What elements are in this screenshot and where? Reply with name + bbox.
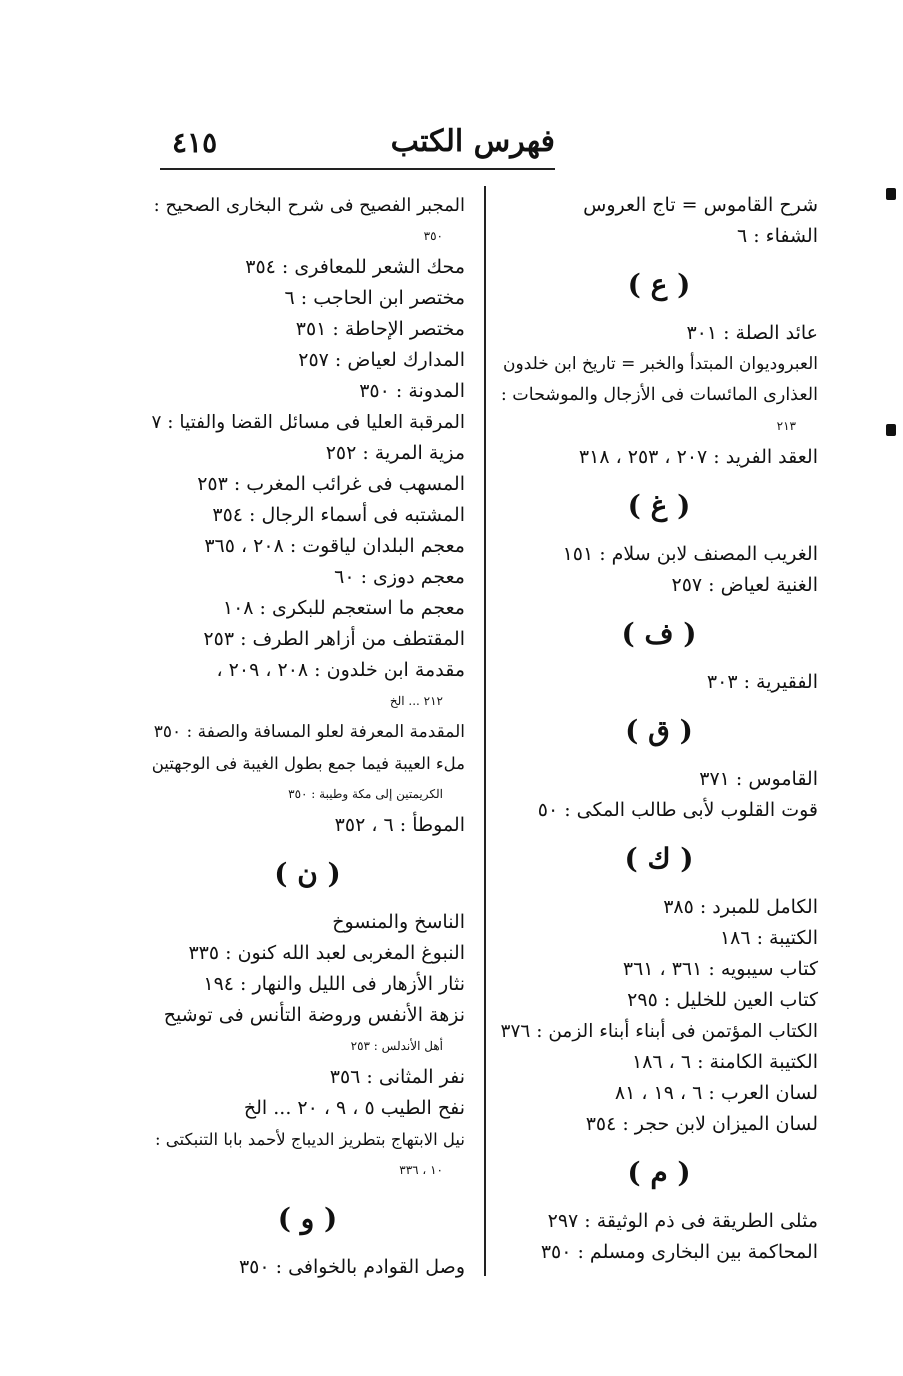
index-column-left (150, 190, 465, 1283)
index-entry: كتاب العين للخليل : ٢٩٥ (627, 989, 818, 1011)
index-entry: مختصر الإحاطة : ٣٥١ (295, 318, 465, 340)
index-entry: العبروديوان المبتدأ والخبر = تاريخ ابن خلدون (503, 354, 818, 374)
index-entry: لسان الميزان لابن حجر : ٣٥٤ (585, 1113, 818, 1135)
letter-heading: ( و ) (277, 1202, 338, 1235)
index-entry: العذارى المائسات فى الأزجال والموشحات : (500, 385, 818, 405)
index-entry: نفر المثانى : ٣٥٦ (329, 1066, 465, 1088)
index-entry-continuation: أهل الأندلس : ٢٥٣ (350, 1039, 443, 1053)
index-entry: الشفاء : ٦ (736, 225, 818, 247)
index-entry: المدونة : ٣٥٠ (359, 380, 465, 402)
running-title: فهرس الكتب (390, 124, 555, 159)
letter-heading: ( ق ) (625, 714, 693, 747)
index-entry: الغنية لعياض : ٢٥٧ (671, 574, 818, 596)
index-entry: كتاب سيبويه : ٣٦١ ، ٣٦١ (622, 958, 818, 980)
index-entry-continuation: الكريمتين إلى مكة وطيبة : ٣٥٠ (288, 787, 443, 801)
index-entry: المسهب فى غرائب المغرب : ٢٥٣ (197, 473, 465, 495)
index-column-right (500, 190, 818, 1268)
index-entry: عائد الصلة : ٣٠١ (686, 322, 818, 344)
index-entry: معجم ما استعجم للبكرى : ١٠٨ (222, 597, 465, 619)
index-entry: العقد الفريد : ٢٠٧ ، ٢٥٣ ، ٣١٨ (578, 446, 818, 468)
index-entry: الموطأ : ٦ ، ٣٥٢ (334, 814, 465, 836)
index-entry: مثلى الطريقة فى ذم الوثيقة : ٢٩٧ (547, 1210, 818, 1232)
letter-heading: ( ف ) (621, 617, 697, 650)
letter-heading: ( ع ) (627, 268, 691, 301)
margin-mark (886, 424, 896, 436)
index-entry-continuation: ٢١٢ ... الخ (389, 694, 443, 708)
column-divider (484, 186, 486, 1276)
index-entry: المدارك لعياض : ٢٥٧ (298, 349, 465, 371)
index-entry: نزهة الأنفس وروضة التأنس فى توشيح (163, 1004, 465, 1026)
index-entry: الناسخ والمنسوخ (332, 911, 465, 933)
index-entry: المجبر الفصيح فى شرح البخارى الصحيح : (153, 195, 465, 216)
index-entry: المقتطف من أزاهر الطرف : ٢٥٣ (203, 628, 465, 650)
index-entry: المقدمة المعرفة لعلو المسافة والصفة : ٣٥٠ (153, 722, 465, 742)
index-entry: شرح القاموس = تاج العروس (583, 194, 818, 216)
index-entry: النبوغ المغربى لعبد الله كنون : ٣٣٥ (188, 942, 465, 964)
index-entry: الكتيبة الكامنة : ٦ ، ١٨٦ (632, 1051, 818, 1073)
letter-heading: ( م ) (627, 1156, 691, 1189)
index-entry: المرقبة العليا فى مسائل القضا والفتيا : ٧ (151, 412, 465, 433)
index-entry: محك الشعر للمعافرى : ٣٥٤ (245, 256, 465, 278)
index-entry: مختصر ابن الحاجب : ٦ (284, 287, 465, 309)
letter-heading: ( غ ) (627, 489, 691, 522)
index-entry: المشتبه فى أسماء الرجال : ٣٥٤ (212, 504, 465, 526)
page-header (160, 118, 555, 168)
index-entry-continuation: ١٠ ، ٣٣٦ (399, 1163, 443, 1177)
index-entry: القاموس : ٣٧١ (699, 768, 818, 790)
index-entry: معجم دوزى : ٦٠ (334, 566, 465, 588)
index-entry: لسان العرب : ٦ ، ١٩ ، ٨١ (614, 1082, 818, 1104)
index-entry: الغريب المصنف لابن سلام : ١٥١ (562, 543, 818, 565)
letter-heading: ( ن ) (274, 857, 341, 890)
index-entry: ملء العيبة فيما جمع بطول الغيبة فى الوجهتين (151, 754, 465, 773)
index-entry-continuation: ٣٥٠ (423, 229, 443, 243)
index-entry: الكامل للمبرد : ٣٨٥ (663, 896, 818, 918)
index-entry: وصل القوادم بالخوافى : ٣٥٠ (238, 1256, 465, 1278)
index-entry: معجم البلدان لياقوت : ٢٠٨ ، ٣٦٥ (204, 535, 465, 557)
page-number: ٤١٥ (172, 126, 218, 159)
index-entry: نثار الأزهار فى الليل والنهار : ١٩٤ (203, 973, 465, 995)
index-entry: مزية المرية : ٢٥٢ (325, 442, 465, 464)
index-entry-continuation: ٢١٣ (776, 419, 796, 433)
index-entry: نفح الطيب ٥ ، ٩ ، ٢٠ ... الخ (243, 1097, 465, 1119)
header-rule (160, 168, 555, 170)
index-entry: مقدمة ابن خلدون : ٢٠٨ ، ٢٠٩ ، (216, 659, 465, 681)
index-entry: المحاكمة بين البخارى ومسلم : ٣٥٠ (540, 1241, 818, 1263)
index-entry: الكتيبة : ١٨٦ (719, 927, 818, 949)
index-entry: نيل الابتهاج بتطريز الديباج لأحمد بابا التنبكتى : (154, 1130, 465, 1149)
margin-mark (886, 188, 896, 200)
index-entry: قوت القلوب لأبى طالب المكى : ٥٠ (537, 799, 818, 821)
letter-heading: ( ك ) (624, 842, 694, 875)
index-entry: الفقيرية : ٣٠٣ (706, 671, 818, 693)
index-entry: الكتاب المؤتمن فى أبناء أبناء الزمن : ٣٧٦ (500, 1021, 818, 1042)
